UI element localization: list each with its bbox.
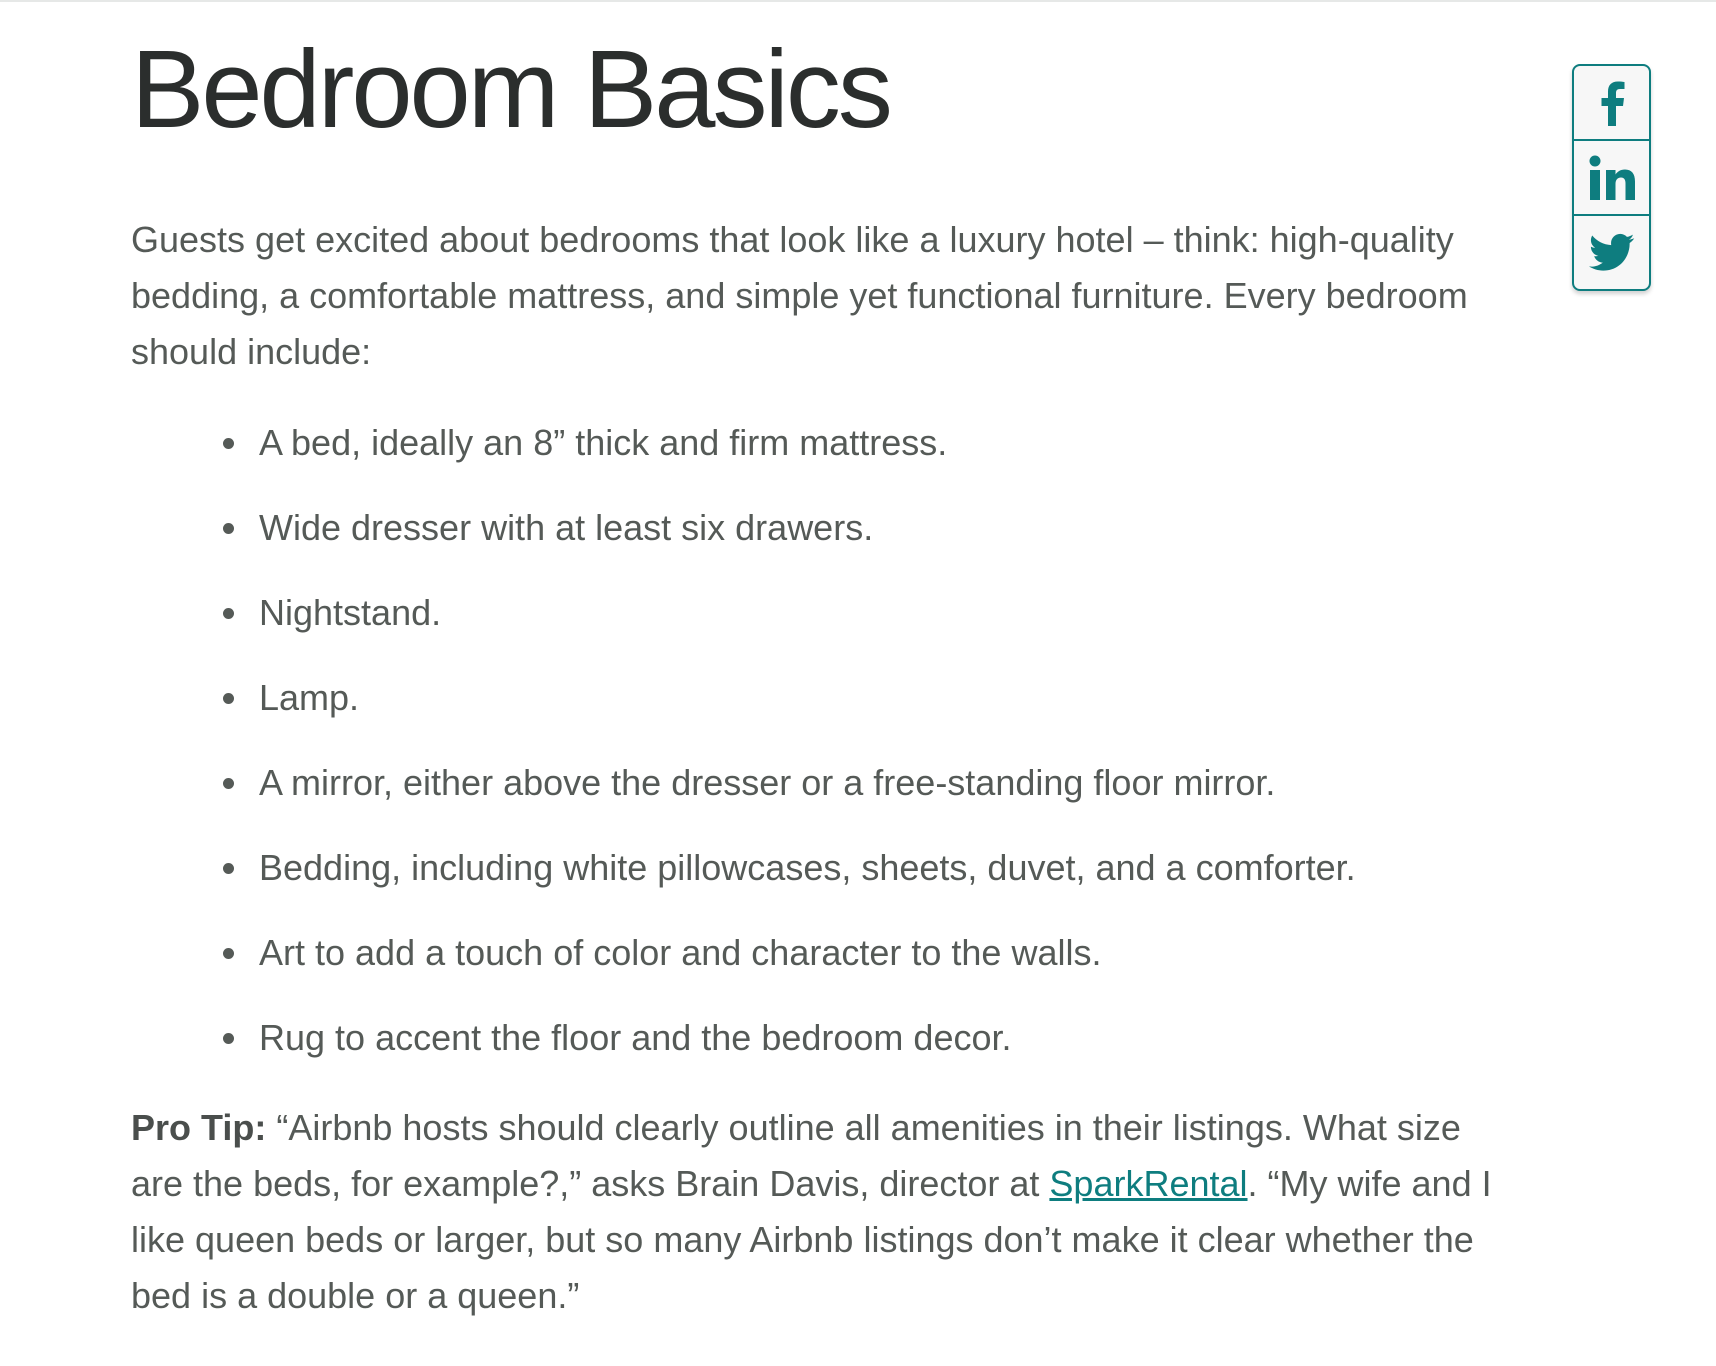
linkedin-icon bbox=[1587, 154, 1637, 202]
bullet bbox=[223, 948, 234, 959]
share-twitter-button[interactable] bbox=[1574, 216, 1649, 289]
list-item bbox=[223, 420, 1511, 465]
bullet bbox=[223, 608, 234, 619]
list-item bbox=[223, 1015, 1511, 1060]
list-item-text: Nightstand. bbox=[259, 592, 442, 633]
pro-tip-paragraph bbox=[131, 1100, 1511, 1324]
list-item-text: Bedding, including white pillowcases, sheets, duvet, and a comforter. bbox=[259, 847, 1356, 888]
article bbox=[131, 20, 1511, 1324]
bullet bbox=[223, 778, 234, 789]
list-item-text: A bed, ideally an 8” thick and firm mattress. bbox=[259, 422, 948, 463]
list-item bbox=[223, 760, 1511, 805]
top-divider bbox=[0, 0, 1716, 2]
bullet bbox=[223, 863, 234, 874]
pro-tip-text-end: . “My wife and I like queen beds or larger, but so many Airbnb listings don’t make it clear whether the bed is a double or a queen.” bbox=[131, 1163, 1492, 1316]
sparkrental-link[interactable]: SparkRental bbox=[1049, 1163, 1248, 1204]
pro-tip-text: “Airbnb hosts should clearly outline all amenities in their listings. What size are the beds, for example?,” asks Brain Davis, director at bbox=[131, 1107, 1461, 1204]
list-item bbox=[223, 930, 1511, 975]
bullet bbox=[223, 693, 234, 704]
facebook-icon bbox=[1592, 79, 1632, 127]
bullet bbox=[223, 438, 234, 449]
bullet bbox=[223, 523, 234, 534]
twitter-icon bbox=[1589, 233, 1635, 273]
share-linkedin-button[interactable] bbox=[1574, 141, 1649, 216]
list-item-text: Rug to accent the floor and the bedroom decor. bbox=[259, 1017, 1012, 1058]
list-item-text: Lamp. bbox=[259, 677, 360, 718]
amenities-list bbox=[131, 420, 1511, 1060]
intro-paragraph: Guests get excited about bedrooms that look like a luxury hotel – think: high-quality bedding, a comfortable mattress, and simple yet functional furniture. Every bedroom should include: bbox=[131, 219, 1468, 372]
list-item bbox=[223, 675, 1511, 720]
pro-tip-label: Pro Tip: bbox=[131, 1107, 267, 1148]
article-title: Bedroom Basics bbox=[131, 28, 890, 151]
list-item bbox=[223, 590, 1511, 635]
bullet bbox=[223, 1033, 234, 1044]
list-item-text: A mirror, either above the dresser or a free-standing floor mirror. bbox=[259, 762, 1276, 803]
list-item-text: Wide dresser with at least six drawers. bbox=[259, 507, 874, 548]
list-item bbox=[223, 845, 1511, 890]
share-facebook-button[interactable] bbox=[1574, 66, 1649, 141]
share-bar bbox=[1572, 64, 1651, 291]
list-item-text: Art to add a touch of color and character to the walls. bbox=[259, 932, 1102, 973]
list-item bbox=[223, 505, 1511, 550]
